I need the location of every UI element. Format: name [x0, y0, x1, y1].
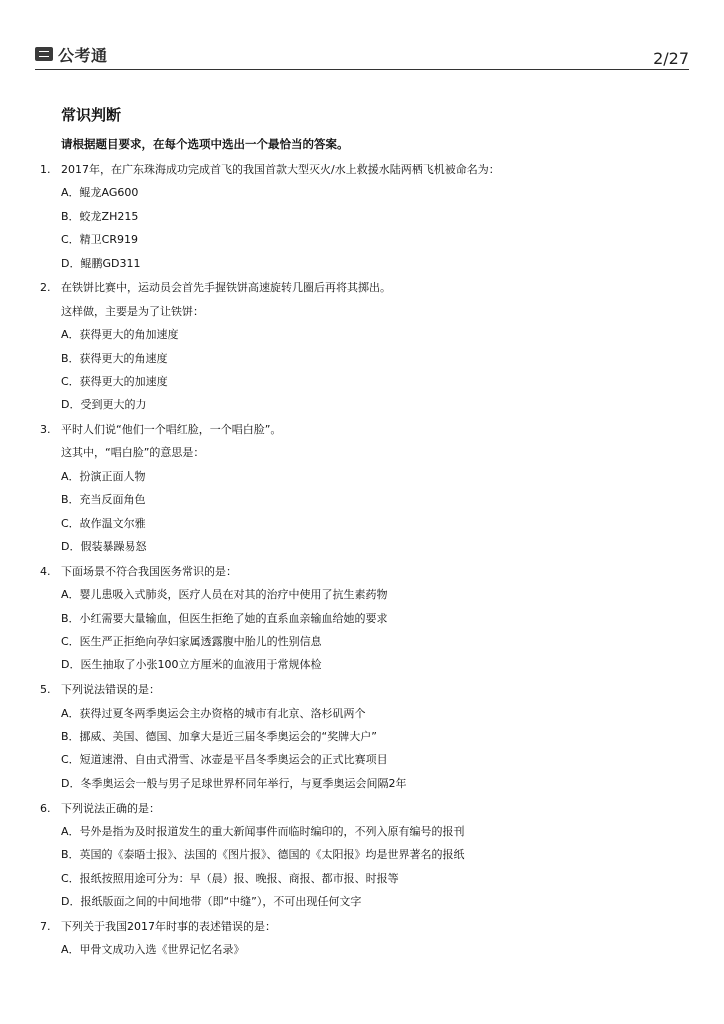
question-stem — [40, 560, 680, 583]
question-block — [40, 276, 680, 416]
question-block — [40, 158, 680, 275]
question-number: 4. — [40, 564, 51, 578]
answer-option: D．报纸版面之间的中间地带（即“中缝”），不可出现任何文字 — [61, 895, 362, 909]
question-number: 7. — [40, 919, 51, 933]
answer-option: D．医生抽取了小张100立方厘米的血液用于常规体检 — [61, 658, 322, 672]
answer-option: A．鲲龙AG600 — [61, 186, 139, 200]
answer-option: D．冬季奥运会一般与男子足球世界杯同年举行，与夏季奥运会间隔2年 — [61, 776, 407, 790]
question-number: 5. — [40, 683, 51, 697]
answer-option: A．扮演正面人物 — [61, 469, 146, 483]
answer-option: A．号外是指为及时报道发生的重大新闻事件而临时编印的，不列入原有编号的报刊 — [61, 824, 465, 838]
answer-option: B．获得更大的角速度 — [61, 351, 168, 365]
section-title: 常识判断 — [61, 106, 122, 124]
question-stem — [40, 158, 680, 181]
page-number: 2/27 — [653, 49, 689, 68]
question-text: 这其中，“唱白脸”的意思是： — [61, 446, 205, 460]
answer-option: C．医生严正拒绝向孕妇家属透露腹中胎儿的性别信息 — [61, 634, 322, 648]
answer-option: C．获得更大的加速度 — [61, 374, 168, 388]
question-text: 这样做，主要是为了让铁饼： — [61, 304, 204, 318]
answer-option: B．充当反面角色 — [61, 493, 146, 507]
question-text: 2017年，在广东珠海成功完成首飞的我国首款大型灭火/水上救援水陆两栖飞机被命名为： — [61, 163, 500, 176]
question-text: 在铁饼比赛中，运动员会首先手握铁饼高速旋转几圈后再将其掷出。 — [61, 281, 391, 295]
question-number: 1. — [40, 163, 51, 176]
logo — [35, 45, 108, 63]
question-stem — [40, 915, 680, 938]
question-text: 下列说法正确的是： — [61, 801, 160, 815]
question-stem — [40, 797, 680, 820]
answer-option: B．小红需要大量输血，但医生拒绝了她的直系血亲输血给她的要求 — [61, 611, 388, 625]
answer-option: B．蛟龙ZH215 — [61, 209, 139, 223]
answer-option: B．挪威、美国、德国、加拿大是近三届冬季奥运会的“奖牌大户” — [61, 729, 377, 743]
question-text: 下列关于我国2017年时事的表述错误的是： — [61, 919, 276, 933]
logo-text: 公考通 — [58, 45, 108, 65]
section-instruction: 请根据题目要求，在每个选项中选出一个最恰当的答案。 — [61, 137, 349, 151]
answer-option: A．甲骨文成功入选《世界记忆名录》 — [61, 943, 245, 957]
answer-option: D．鲲鹏GD311 — [61, 256, 141, 270]
answer-option: C．短道速滑、自由式滑雪、冰壶是平昌冬季奥运会的正式比赛项目 — [61, 753, 388, 767]
answer-option: C．精卫CR919 — [61, 233, 138, 247]
question-stem — [40, 276, 680, 299]
question-number: 6. — [40, 801, 51, 815]
answer-option: A．获得更大的角加速度 — [61, 328, 179, 342]
answer-option: C．故作温文尔雅 — [61, 516, 146, 530]
answer-option: D．假装暴躁易怒 — [61, 540, 147, 554]
question-stem — [40, 418, 680, 441]
question-list — [40, 158, 680, 962]
question-block — [40, 678, 680, 795]
answer-option: C．报纸按照用途可分为：早（晨）报、晚报、商报、都市报、时报等 — [61, 871, 399, 885]
question-stem — [40, 678, 680, 701]
answer-option: B．英国的《泰晤士报》、法国的《图片报》、德国的《太阳报》均是世界著名的报纸 — [61, 848, 465, 862]
question-text: 下面场景不符合我国医务常识的是： — [61, 564, 237, 578]
question-block — [40, 915, 680, 962]
answer-option: D．受到更大的力 — [61, 398, 147, 412]
question-block — [40, 418, 680, 558]
logo-icon — [35, 47, 53, 61]
question-block — [40, 797, 680, 914]
question-text: 下列说法错误的是： — [61, 683, 160, 697]
question-text: 平时人们说“他们一个唱红脸，一个唱白脸”。 — [61, 423, 282, 437]
answer-option: A．婴儿患吸入式肺炎，医疗人员在对其的治疗中使用了抗生素药物 — [61, 588, 388, 602]
question-number: 2. — [40, 281, 51, 295]
page-header — [35, 43, 689, 70]
question-number: 3. — [40, 423, 51, 437]
question-block — [40, 560, 680, 677]
answer-option: A．获得过夏冬两季奥运会主办资格的城市有北京、洛杉矶两个 — [61, 706, 366, 720]
